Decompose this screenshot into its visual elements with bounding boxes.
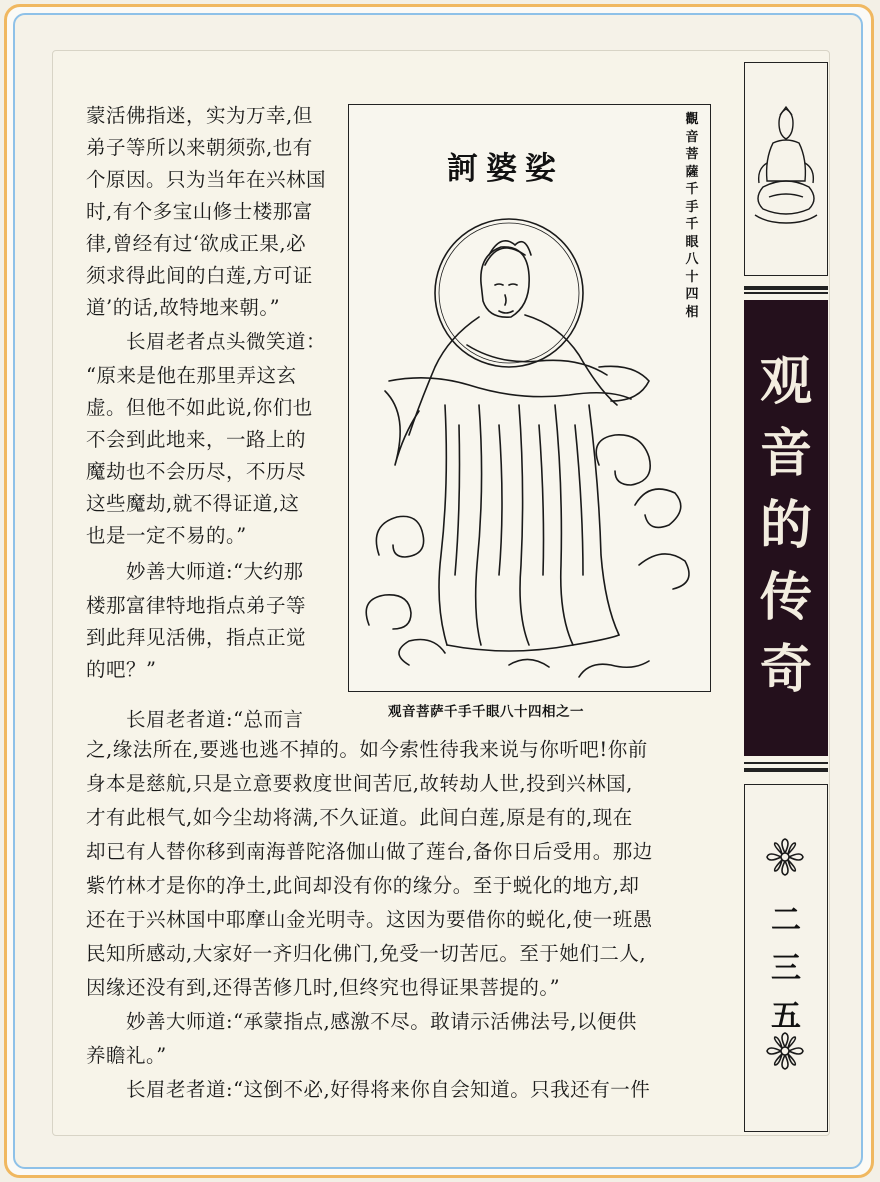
text-line: 到此拜见活佛，指点正觉 xyxy=(86,626,307,649)
text-line: 个原因。只为当年在兴林国 xyxy=(86,168,327,191)
decorative-band xyxy=(744,292,828,294)
book-title-char: 的 xyxy=(759,495,812,556)
text-line: 须求得此间的白莲,方可证 xyxy=(86,264,313,287)
book-title-char: 音 xyxy=(759,423,812,484)
text-line: 妙善大师道:“承蒙指点,感激不尽。敢请示活佛法号,以便供 xyxy=(126,1010,637,1033)
text-line: 弟子等所以来朝须弥,也有 xyxy=(86,136,313,159)
guanyin-illustration xyxy=(348,104,711,692)
buddha-emblem-box xyxy=(744,62,828,276)
text-line: 养瞻礼。” xyxy=(86,1044,167,1067)
guanyin-figure xyxy=(349,105,710,691)
page-number-box xyxy=(744,784,828,1132)
flower-ornament-icon xyxy=(765,837,805,877)
text-line: 魔劫也不会历尽，不历尽 xyxy=(86,460,307,483)
text-line: 才有此根气,如今尘劫将满,不久证道。此间白莲,原是有的,现在 xyxy=(86,806,633,829)
illustration-vertical-label: 觀音菩薩千手千眼八十四相 xyxy=(685,112,699,320)
buddha-emblem xyxy=(745,63,827,275)
book-title-char: 观 xyxy=(759,351,812,412)
text-line: 还在于兴林国中耶摩山金光明寺。这因为要借你的蜕化,使一班愚 xyxy=(86,908,653,931)
text-line: 却已有人替你移到南海普陀洛伽山做了莲台,备你日后受用。那边 xyxy=(86,840,653,863)
illustration-caption: 观音菩萨千手千眼八十四相之一 xyxy=(388,704,584,720)
text-line: 律,曾经有过‘欲成正果,必 xyxy=(86,232,307,255)
text-line: 民知所感动,大家好一齐归化佛门,免受一切苦厄。至于她们二人, xyxy=(86,942,647,965)
text-line: 虚。但他不如此说,你们也 xyxy=(86,396,313,419)
text-line: 蒙活佛指迷，实为万幸,但 xyxy=(86,104,313,127)
book-title-char: 奇 xyxy=(759,639,812,700)
text-line: 楼那富律特地指点弟子等 xyxy=(86,594,307,617)
decorative-band xyxy=(744,768,828,772)
flower-ornament-icon xyxy=(765,1031,805,1071)
text-line: 长眉老者点头微笑道： xyxy=(126,330,327,353)
text-line: 紫竹林才是你的净土,此间却没有你的缘分。至于蜕化的地方,却 xyxy=(86,874,640,897)
text-line: 道’的话,故特地来朝。” xyxy=(86,296,281,319)
text-line: 时,有个多宝山修士楼那富 xyxy=(86,200,313,223)
decorative-band xyxy=(744,762,828,764)
page-number-char: 三 xyxy=(771,951,801,986)
book-title-char: 传 xyxy=(759,567,812,628)
text-line: 不会到此地来，一路上的 xyxy=(86,428,307,451)
text-line: 也是一定不易的。” xyxy=(86,524,247,547)
text-line: 长眉老者道:“这倒不必,好得将来你自会知道。只我还有一件 xyxy=(126,1078,651,1101)
decorative-band xyxy=(744,286,828,290)
text-line: 之,缘法所在,要逃也逃不掉的。如今索性待我来说与你听吧!你前 xyxy=(86,738,648,761)
text-line: 长眉老者道:“总而言 xyxy=(126,708,304,731)
page-number-char: 五 xyxy=(771,999,801,1034)
text-line: 的吧？” xyxy=(86,658,157,681)
text-line: 妙善大师道:“大约那 xyxy=(126,560,304,583)
page-number-char: 二 xyxy=(771,903,801,938)
book-title-panel xyxy=(744,300,828,756)
text-line: 这些魔劫,就不得证道,这 xyxy=(86,492,300,515)
illustration-title: 訶婆娑 xyxy=(447,151,564,187)
text-line: 身本是慈航,只是立意要救度世间苦厄,故转劫人世,投到兴林国, xyxy=(86,772,633,795)
text-line: 因缘还没有到,还得苦修几时,但终究也得证果菩提的。” xyxy=(86,976,561,999)
text-line: “原来是他在那里弄这玄 xyxy=(86,364,297,387)
